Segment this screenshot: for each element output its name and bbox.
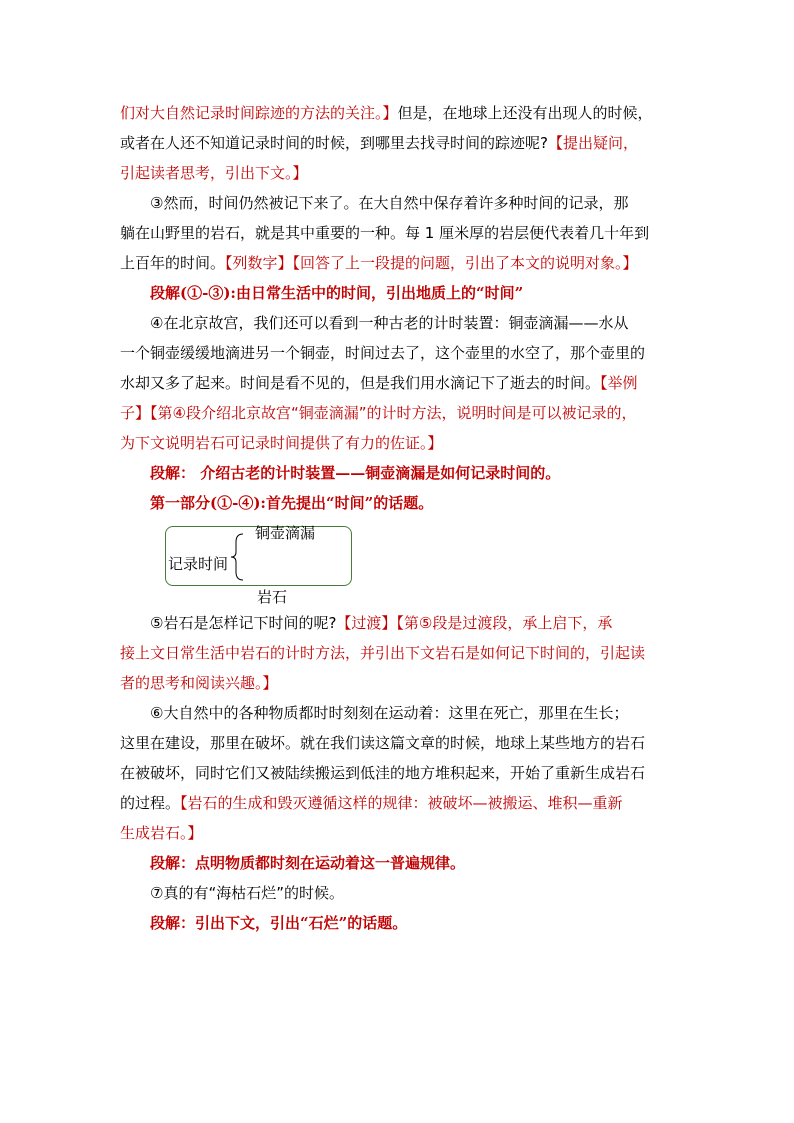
diagram-branch-bottom: 岩石 (257, 588, 288, 606)
annotation-text: 【列数字】【回答了上一段提的问题，引出了本文的说明对象。】 (225, 254, 638, 272)
text-line (120, 98, 680, 128)
paragraph-4-line (120, 368, 680, 398)
text-line (120, 128, 680, 158)
paragraph-4-line: ④在北京故宫，我们还可以看到一种古老的计时装置：铜壶滴漏——水从 (150, 314, 629, 332)
body-text: 但是，在地球上还没有出现人的时候， (397, 104, 653, 122)
paragraph-6-line (120, 788, 680, 818)
annotation-line: 者的思考和阅读兴趣。】 (120, 674, 278, 692)
annotation-text: 【提出疑问， (547, 134, 638, 152)
segment-summary: 段解：引出下文，引出“石烂”的话题。 (150, 914, 408, 932)
paragraph-4-line: 一个铜壶缓缓地滴进另一个铜壶，时间过去了，这个壶里的水空了，那个壶里的 (120, 344, 646, 362)
paragraph-6-line: ⑥大自然中的各种物质都时时刻刻在运动着：这里在死亡，那里在生长； (150, 704, 629, 722)
body-text: 或者在人还不知道记录时间的时候，到哪里去找寻时间的踪迹呢? (120, 134, 548, 152)
paragraph-6-line: 在被破坏，同时它们又被陆续搬运到低洼的地方堆积起来，开始了重新生成岩石 (120, 764, 646, 782)
body-text: ⑤岩石是怎样记下时间的呢? (150, 614, 337, 632)
segment-summary: 段解：点明物质都时刻在运动着这一普遍规律。 (150, 854, 466, 872)
annotation-line: 引起读者思考，引出下文。】 (120, 164, 308, 182)
annotation-text: 【过渡】【第⑤段是过渡段，承上启下，承 (336, 614, 613, 632)
body-text: 水却又多了起来。时间是看不见的，但是我们用水滴记下了逝去的时间。 (120, 374, 601, 392)
annotation-line: 接上文日常生活中岩石的计时方法，并引出下文岩石是如何记下时间的，引起读 (120, 644, 646, 662)
annotation-line: 生成岩石。】 (120, 824, 203, 842)
body-text: 上百年的时间。 (120, 254, 226, 272)
brace-icon (230, 532, 244, 582)
paragraph-6-line: 这里在建设，那里在破坏。就在我们读这篇文章的时候，地球上某些地方的岩石 (120, 734, 646, 752)
paragraph-7: ⑦真的有“海枯石烂”的时候。 (150, 884, 344, 902)
annotation-text: 们对大自然记录时间踪迹的方法的关注。】 (120, 104, 398, 122)
segment-summary: 段解(①-③):由日常生活中的时间，引出地质上的“时间” (150, 284, 524, 302)
annotation-line: 为下文说明岩石可记录时间提供了有力的佐证。】 (120, 434, 443, 452)
document-page (120, 98, 680, 938)
segment-summary: 段解： 介绍古老的计时装置——铜壶滴漏是如何记录时间的。 (150, 464, 561, 482)
paragraph-3-line (120, 248, 680, 278)
paragraph-5-line (120, 608, 680, 638)
part-summary: 第一部分(①-④):首先提出“时间”的话题。 (150, 494, 434, 512)
body-text: 的过程。 (120, 794, 181, 812)
diagram-root-label: 记录时间 (168, 555, 229, 573)
annotation-text: 【岩石的生成和毁灭遵循这样的规律：被破坏—被搬运、堆积—重新 (180, 794, 623, 812)
paragraph-3-line: ③然而，时间仍然被记下来了。在大自然中保存着许多种时间的记录，那 (150, 194, 629, 212)
annotation-line: 子】【第④段介绍北京故宫“铜壶滴漏”的计时方法，说明时间是可以被记录的， (120, 404, 637, 422)
structure-diagram (120, 518, 680, 608)
annotation-text: 【举例 (600, 374, 638, 392)
diagram-branch-top: 铜壶滴漏 (255, 524, 316, 542)
paragraph-3-line: 躺在山野里的岩石，就是其中重要的一种。每 1 厘米厚的岩层便代表着几十年到 (120, 224, 650, 242)
